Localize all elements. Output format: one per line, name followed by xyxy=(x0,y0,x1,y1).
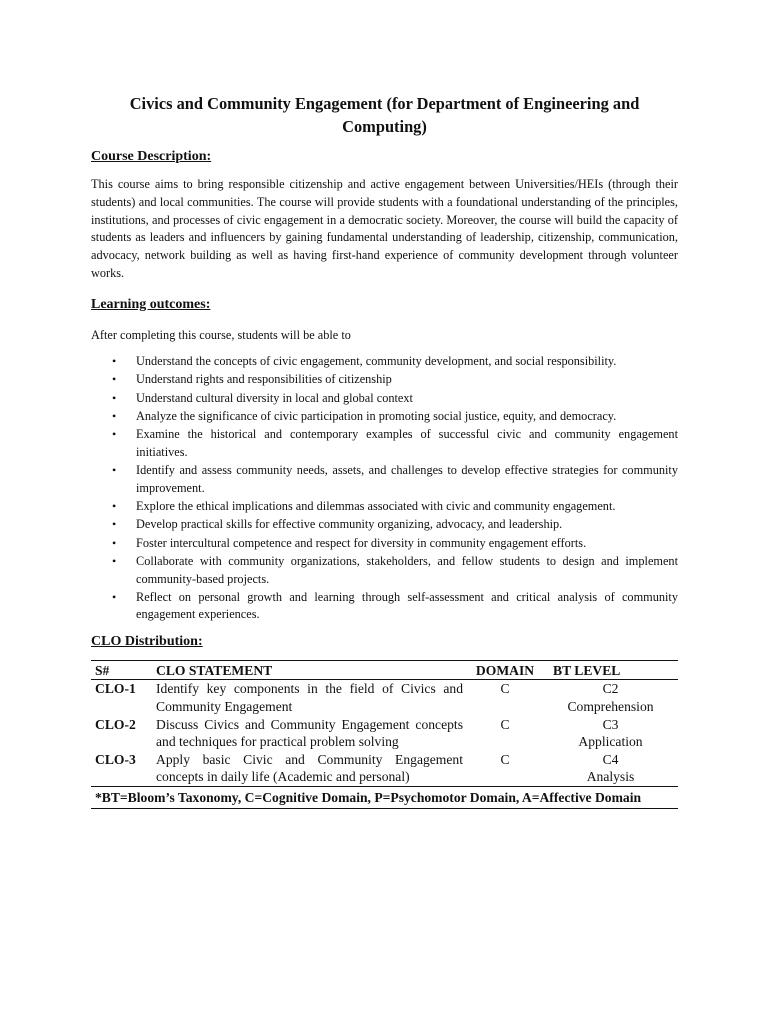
learning-outcomes-intro: After completing this course, students will be able to xyxy=(91,327,351,342)
clo-bt-level xyxy=(543,716,678,751)
bullet-icon: • xyxy=(112,372,117,387)
table-footnote: *BT=Bloom’s Taxonomy, C=Cognitive Domain, P=Psychomotor Domain, A=Affective Domain xyxy=(91,787,678,809)
bullet-icon: • xyxy=(112,427,117,442)
list-item xyxy=(91,498,678,515)
bullet-icon: • xyxy=(112,517,117,532)
outcome-text: Identify and assess community needs, assets, and challenges to develop effective strategies for community improvement. xyxy=(136,463,678,495)
clo-bt-level xyxy=(543,680,678,716)
clo-domain: C xyxy=(500,681,510,697)
table-row xyxy=(91,680,678,716)
clo-id: CLO-3 xyxy=(95,751,136,767)
bullet-icon: • xyxy=(112,390,117,405)
list-item xyxy=(91,408,678,425)
outcome-text: Collaborate with community organizations, stakeholders, and fellow students to design and implement community-based projects. xyxy=(136,554,678,586)
bt-name: Comprehension xyxy=(567,699,654,715)
clo-id: CLO-1 xyxy=(95,681,136,697)
bt-name: Application xyxy=(578,734,643,750)
document-title: Civics and Community Engagement (for Department of Engineering and Computing) xyxy=(129,94,640,136)
outcome-text: Understand the concepts of civic engagement, community development, and social responsibility. xyxy=(136,353,617,368)
table-footnote-row xyxy=(91,787,678,809)
clo-id: CLO-2 xyxy=(95,716,136,732)
bullet-icon: • xyxy=(112,463,117,478)
bullet-icon: • xyxy=(112,409,117,423)
bullet-icon: • xyxy=(112,499,117,514)
outcome-text: Develop practical skills for effective community organizing, advocacy, and leadership. xyxy=(136,517,563,532)
table-header-row xyxy=(91,660,678,680)
outcome-text: Understand cultural diversity in local and global context xyxy=(136,390,413,405)
list-item xyxy=(91,553,678,588)
outcome-text: Explore the ethical implications and dilemmas associated with civic and community engagement. xyxy=(136,499,616,514)
list-item xyxy=(91,353,678,370)
clo-statement: Apply basic Civic and Community Engagement concepts in daily life (Academic and personal) xyxy=(156,751,463,785)
clo-domain: C xyxy=(500,716,510,732)
clo-bt-level xyxy=(543,751,678,787)
course-description-text: This course aims to bring responsible citizenship and active engagement between Universities/HEIs (through their students) and local communities. The course will provide students with a foundational understanding of the principles, institutions, and processes of civic engagement in a democratic society. Moreover, the course will build the capacity of students as leaders and influencers by gaining fundamental understanding of leadership, citizenship, communication, advocacy, network building as well as having first-hand experience of community development through volunteer works. xyxy=(91,177,678,280)
list-item xyxy=(91,589,678,624)
list-item xyxy=(91,516,678,533)
document-content xyxy=(91,92,678,809)
bullet-icon: • xyxy=(112,353,117,368)
bullet-icon: • xyxy=(112,535,117,550)
course-description-heading: Course Description: xyxy=(91,149,212,164)
clo-statement: Discuss Civics and Community Engagement concepts and techniques for practical problem solving xyxy=(156,716,463,750)
list-item xyxy=(91,426,678,461)
learning-outcomes-heading: Learning outcomes: xyxy=(91,296,211,312)
list-item xyxy=(91,390,678,407)
column-header-sn: S# xyxy=(91,660,152,680)
clo-distribution-heading: CLO Distribution: xyxy=(91,633,203,649)
bt-code: C4 xyxy=(602,751,619,767)
outcome-text: Analyze the significance of civic participation in promoting social justice, equity, and democracy. xyxy=(136,409,617,423)
bt-code: C2 xyxy=(602,681,619,697)
learning-outcomes-list xyxy=(91,353,678,624)
outcome-text: Understand rights and responsibilities of citizenship xyxy=(136,372,392,387)
column-header-bt-level: BT LEVEL xyxy=(543,660,678,680)
table-row xyxy=(91,751,678,787)
list-item xyxy=(91,462,678,497)
clo-statement: Identify key components in the field of Civics and Community Engagement xyxy=(156,681,463,715)
bullet-icon: • xyxy=(112,590,117,605)
column-header-statement: CLO STATEMENT xyxy=(152,660,467,680)
list-item xyxy=(91,535,678,552)
table-row xyxy=(91,716,678,751)
bt-name: Analysis xyxy=(586,769,635,785)
outcome-text: Examine the historical and contemporary examples of successful civic and community engagement initiatives. xyxy=(136,427,678,459)
bullet-icon: • xyxy=(112,554,117,569)
clo-domain: C xyxy=(500,751,510,767)
outcome-text: Foster intercultural competence and respect for diversity in community engagement efforts. xyxy=(136,535,587,550)
outcome-text: Reflect on personal growth and learning through self-assessment and critical analysis of community engagement experiences. xyxy=(136,590,678,622)
column-header-domain: DOMAIN xyxy=(467,660,543,680)
clo-table xyxy=(91,660,678,809)
list-item xyxy=(91,371,678,388)
bt-code: C3 xyxy=(602,716,619,732)
